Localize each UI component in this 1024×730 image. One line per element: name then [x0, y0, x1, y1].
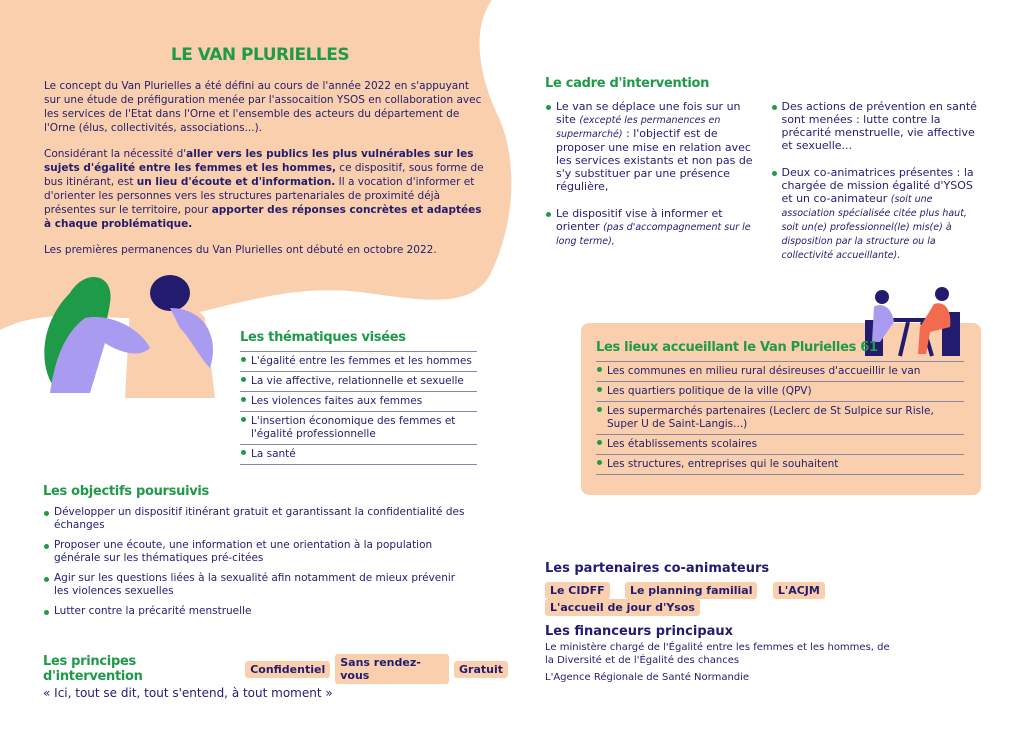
illustration-two-people — [30, 268, 240, 398]
cadre-title: Le cadre d'intervention — [545, 76, 710, 91]
tag-partner: Le CIDFF — [545, 582, 610, 599]
intro-text — [44, 79, 484, 257]
list-item: Les supermarchés partenaires (Leclerc de St Sulpice sur Risle, Super U de Saint-Langis...) — [596, 402, 964, 435]
objectifs-section — [43, 484, 473, 618]
tag-confidentiel: Confidentiel — [245, 661, 330, 678]
list-item: Agir sur les questions liées à la sexualité afin notamment de mieux prévenir les violences sexuelles — [43, 572, 473, 598]
thematiques-section — [240, 330, 477, 465]
partenaires-section — [545, 561, 985, 616]
page-title: LE VAN PLURIELLES — [170, 45, 350, 65]
list-item: La vie affective, relationnelle et sexuelle — [240, 372, 477, 392]
lieux-section — [596, 340, 964, 475]
objectifs-title: Les objectifs poursuivis — [43, 484, 209, 499]
tag-partner: L'accueil de jour d'Ysos — [545, 599, 700, 616]
tag-sans-rendez-vous: Sans rendez-vous — [335, 654, 449, 684]
list-item: Proposer une écoute, une information et une orientation à la population générale sur les thématiques pré-citées — [43, 539, 473, 565]
financeur-item: L'Agence Régionale de Santé Normandie — [545, 672, 750, 683]
list-item: Le van se déplace une fois sur un site (excepté les permanences en supermarché) : l'objectif est de proposer une mise en relation avec les services existants et non pas de s'y substituer par une présence régulière, — [545, 100, 757, 193]
tag-partner: L'ACJM — [773, 582, 825, 599]
list-item: Deux co-animatrices présentes : la chargée de mission égalité d'YSOS et un co-animateur (soit une association spécialisée citée plus haut, soit un(e) professionnel(le) mis(e) à disposition par la structure ou la collectivité accueillante). — [771, 166, 986, 262]
intro-paragraph-2: Considérant la nécessité d'aller vers les publics les plus vulnérables sur les sujets d'égalité entre les femmes et les hommes, ce dispositif, sous forme de bus itinérant, est un lieu d'écoute et d'information. Il a vocation d'informer et d'orienter les personnes vers les structures partenariales de proximité déjà présentes sur le territoire, pour apporter des réponses concrètes et adaptées à chaque problématique. — [44, 148, 484, 230]
list-item: Les quartiers politique de la ville (QPV) — [596, 382, 964, 402]
financeurs-section — [545, 624, 895, 685]
tag-partner: Le planning familial — [625, 582, 758, 599]
intro-paragraph-1: Le concept du Van Plurielles a été défini au cours de l'année 2022 en s'appuyant sur une étude de préfiguration menée par l'assocaition YSOS en collaboration avec les services de l'Etat dans l'Orne et l'ensemble des acteurs du département de l'Orne (élus, collectivités, associations...). — [44, 80, 482, 134]
list-item: Les communes en milieu rural désireuses d'accueillir le van — [596, 362, 964, 382]
list-item: La santé — [240, 445, 477, 465]
intro-paragraph-3: Les premières permanences du Van Plurielles ont débuté en octobre 2022. — [44, 244, 437, 256]
lieux-title: Les lieux accueillant le Van Plurielles 61 — [596, 340, 878, 355]
list-item: Les établissements scolaires — [596, 435, 964, 455]
list-item: Les structures, entreprises qui le souhaitent — [596, 455, 964, 475]
principes-title: Les principes d'intervention — [43, 654, 143, 684]
cadre-section — [545, 76, 985, 262]
list-item: Des actions de prévention en santé sont menées : lutte contre la précarité menstruelle, vie affective et sexuelle... — [771, 100, 986, 152]
principes-quote: « Ici, tout se dit, tout s'entend, à tout moment » — [43, 686, 333, 700]
list-item: Le dispositif vise à informer et orienter (pas d'accompagnement sur le long terme), — [545, 207, 757, 248]
thematiques-title: Les thématiques visées — [240, 330, 406, 345]
principes-section — [43, 654, 513, 700]
list-item: Développer un dispositif itinérant gratuit et garantissant la confidentialité des échanges — [43, 506, 473, 532]
financeur-item: Le ministère chargé de l'Égalité entre les femmes et les hommes, de la Diversité et de l'Égalité des chances — [545, 642, 890, 666]
list-item: Les violences faites aux femmes — [240, 392, 477, 412]
list-item: L'insertion économique des femmes et l'égalité professionnelle — [240, 412, 477, 445]
partenaires-title: Les partenaires co-animateurs — [545, 561, 770, 576]
tag-gratuit: Gratuit — [454, 661, 508, 678]
list-item: L'égalité entre les femmes et les hommes — [240, 352, 477, 372]
financeurs-title: Les financeurs principaux — [545, 624, 734, 639]
list-item: Lutter contre la précarité menstruelle — [43, 605, 473, 618]
